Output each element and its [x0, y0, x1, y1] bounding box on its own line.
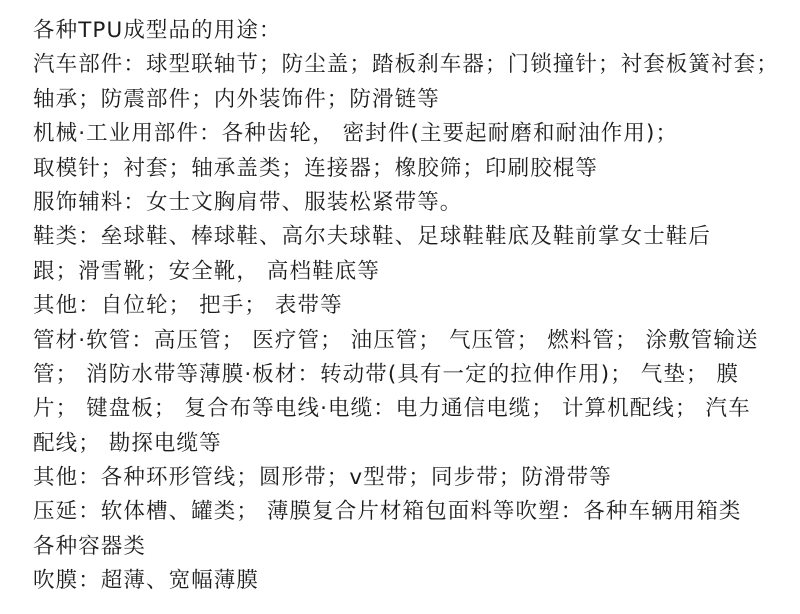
text-line: 各种容器类	[33, 533, 147, 559]
text-line-title: 各种TPU成型品的用途：	[33, 18, 282, 43]
text-line-tubing: 管材·软管：高压管； 医疗管； 油压管； 气压管； 燃料管； 涂敷管输送	[33, 327, 759, 353]
text-line: 轴承；防震部件；内外装饰件；防滑链等	[33, 86, 440, 112]
text-line-machinery: 机械·工业用部件：各种齿轮， 密封件(主要起耐磨和耐油作用)；	[33, 121, 679, 147]
text-line-apparel: 服饰辅料：女士文胸肩带、服装松紧带等。	[33, 189, 463, 215]
document-body	[33, 14, 793, 599]
text-line: 管； 消防水带等薄膜·板材：转动带(具有一定的拉伸作用)； 气垫； 膜	[33, 361, 740, 387]
text-line: 配线； 勘探电缆等	[33, 430, 222, 456]
text-line-shoes: 鞋类：垒球鞋、棒球鞋、高尔夫球鞋、足球鞋鞋底及鞋前掌女士鞋后	[33, 224, 712, 250]
text-line-other: 其他：自位轮； 把手； 表带等	[33, 293, 343, 319]
text-line: 片； 键盘板； 复合布等电线·电缆：电力通信电缆； 计算机配线； 汽车	[33, 396, 751, 422]
text-line-blown-film: 吹膜：超薄、宽幅薄膜	[33, 568, 260, 594]
text-line: 跟；滑雪靴；安全靴， 高档鞋底等	[33, 258, 380, 284]
text-line-other-belts: 其他：各种环形管线；圆形带；v型带；同步带；防滑带等	[33, 465, 612, 491]
text-line-calendering: 压延：软体槽、罐类； 薄膜复合片材箱包面料等吹塑：各种车辆用箱类	[33, 499, 742, 525]
text-line: 取模针；衬套；轴承盖类；连接器；橡胶筛；印刷胶棍等	[33, 155, 599, 181]
text-line-automotive: 汽车部件：球型联轴节；防尘盖；踏板刹车器；门锁撞针；衬套板簧衬套；	[33, 52, 779, 78]
